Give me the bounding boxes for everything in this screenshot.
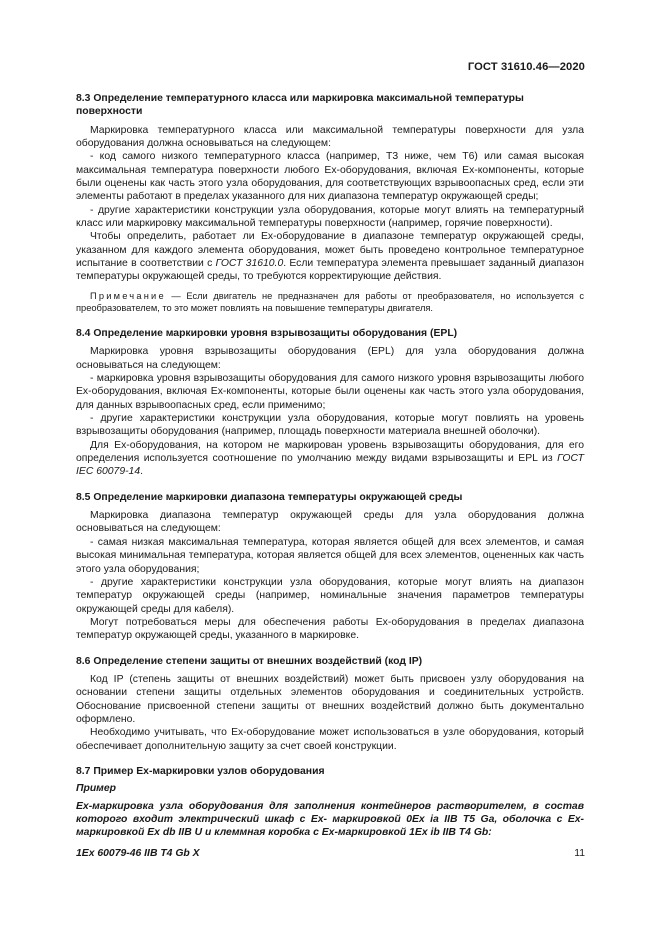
paragraph-text: . [140,466,144,478]
paragraph-text: . Если температура элемента превышает заданный диапазон температуры окружающей среды, то требуются корректирующие действия. [76,258,584,283]
paragraph [76,230,584,283]
example-text: Ex-маркировка узла оборудования для заполнения контейнеров растворителем, в состав которого входит электрический шкаф с Ex- маркировкой 0Ex ia IIB T5 Ga, оболочка с Ex-маркировкой Ex db IIB U и клеммная коробка с Ex-маркировкой 1Ex ib IIB T4 Gb: [76,800,584,839]
note-text: — Если двигатель не предназначен для работы от преобразователя, но используется с преобразователем, то это может повлиять на повышение температуры двигателя. [76,290,584,314]
standard-reference: ГОСТ IEC 60079-14 [76,453,584,478]
section-title-line: поверхности [76,106,143,118]
bullet-item: - маркировка уровня взрывозащиты оборудования для самого низкого уровня взрывозащиты любого Ex-оборудования, включая Ex-компоненты, которые были оценены как часть этого узла оборудования, для данных взрывоопасных сред, если применимо; [76,373,584,411]
paragraph-text: Для Ex-оборудования, на котором не маркирован уровень взрывозащиты оборудования, для его определения используется соотношение по умолчанию между видами взрывозащиты и EPL из [76,439,584,465]
paragraph-text: Чтобы определить, работает ли Ex-оборудование в диапазоне температур окружающей среды, указанном для каждого элемента оборудования, может быть проведено контрольное температурное испытание в соответствии с [76,231,584,270]
paragraph: Маркировка уровня взрывозащиты оборудования (EPL) для узла оборудования должна основываться на следующем: [76,346,584,371]
paragraph: Маркировка диапазона температур окружающей среды для узла оборудования должна основываться на следующем: [76,510,584,535]
bullet-item: - другие характеристики конструкции узла оборудования, которые могут влиять на диапазон температур окружающей среды (например, номинальные значения параметров температуры окружающей среды для кабеля). [76,576,584,615]
page-number: 11 [574,848,585,859]
paragraph: Код IP (степень защиты от внешних воздействий) может быть присвоен узлу оборудования на основании степени защиты отдельных элементов оборудования и соединительных устройств. Обоснование присвоенной степени защиты от внешних воздействий должно быть документально оформлено. [76,673,584,725]
page-content [76,92,584,860]
section-8-3-title [76,92,584,119]
standard-reference: ГОСТ 31610.0 [215,258,284,270]
bullet-item: - самая низкая максимальная температура, которая является общей для всех элементов, и самая высокая минимальная температура, которая является общей для всех элементов, оцененных как часть этого узла оборудования; [76,536,584,575]
note-label: Примечание [90,290,166,301]
ex-marking: 1Ex 60079-46 IIB T4 Gb X [76,847,200,859]
section-8-4-title: 8.4 Определение маркировки уровня взрывозащиты оборудования (EPL) [76,328,458,339]
bullet-item: - другие характеристики конструкции узла оборудования, которые могут влиять на температурный класс или маркировку максимальной температуры поверхности (например, горячие поверхности). [76,204,584,230]
document-id: ГОСТ 31610.46—2020 [467,61,585,73]
bullet-item: - другие характеристики конструкции узла оборудования, которые могут повлиять на уровень взрывозащиты оборудования (например, площадь поверхности материала внешней оболочки). [76,413,584,438]
note [76,290,584,315]
bullet-item: - код самого низкого температурного класса (например, Т3 ниже, чем Т6) или самая высокая максимальная температура поверхности любого Ex-оборудования, включая Ex-компоненты, которые были оценены как часть этого узла оборудования, для соответствующих взрывоопасных сред, если эти элементы работают в пределах указанного для них диапазона температур окружающей среды; [76,151,584,203]
section-8-5-title: 8.5 Определение маркировки диапазона температуры окружающей среды [76,491,463,503]
section-8-6-title: 8.6 Определение степени защиты от внешних воздействий (код IP) [76,655,423,667]
paragraph [76,439,584,479]
paragraph: Маркировка температурного класса или максимальной температуры поверхности для узла оборудования должна основываться на следующем: [76,124,584,150]
section-8-7-title: 8.7 Пример Ex-маркировки узлов оборудования [76,765,325,777]
section-title-line: 8.3 Определение температурного класса или маркировка максимальной температуры [76,93,524,104]
example-label: Пример [76,783,116,795]
paragraph: Могут потребоваться меры для обеспечения работы Ex-оборудования в пределах диапазона температур окружающей среды, указанного в маркировке. [76,616,584,642]
paragraph: Необходимо учитывать, что Ex-оборудование может использоваться в узле оборудования, который обеспечивает дополнительную защиту за счет своей конструкции. [76,727,584,752]
